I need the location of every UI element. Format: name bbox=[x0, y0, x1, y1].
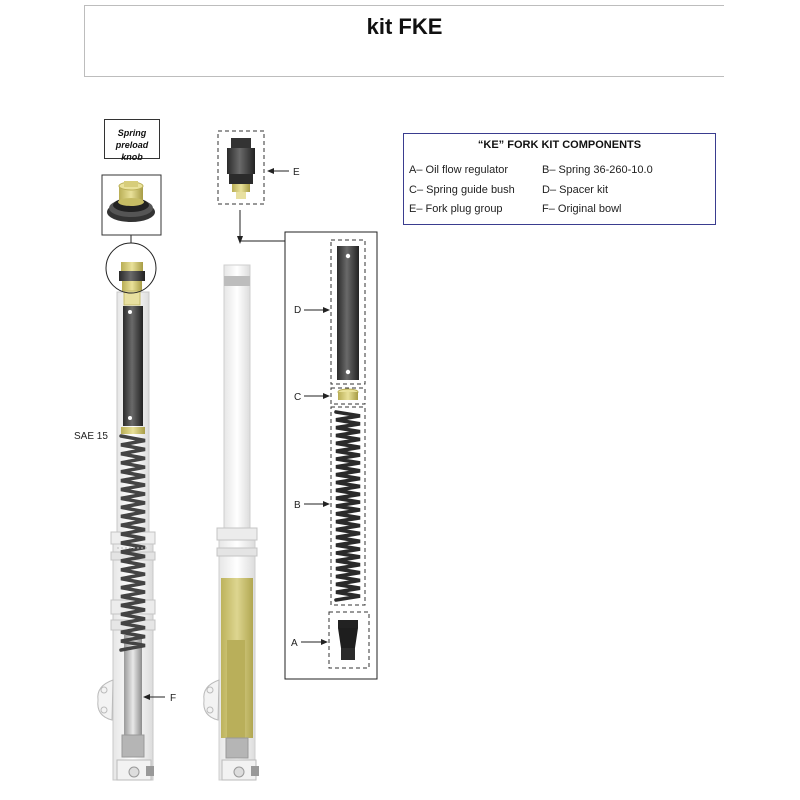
legend-item-e: E– Fork plug group bbox=[409, 203, 503, 215]
legend-item-f: F– Original bowl bbox=[542, 203, 622, 215]
label-d: D bbox=[294, 305, 302, 316]
legend-item-a: A– Oil flow regulator bbox=[409, 164, 509, 176]
preload-knob-label bbox=[104, 119, 160, 162]
legend-item-c: C– Spring guide bush bbox=[409, 184, 515, 196]
legend-item-d: D– Spacer kit bbox=[542, 184, 609, 196]
label-f: F bbox=[170, 693, 177, 704]
oil-flow-regulator bbox=[329, 612, 369, 668]
spacer-kit bbox=[331, 240, 365, 384]
label-a: A bbox=[291, 638, 298, 649]
fork-plug-group bbox=[218, 131, 264, 204]
label-c: C bbox=[294, 392, 302, 403]
assembled-fork bbox=[98, 262, 155, 780]
preload-label-line1: Spring bbox=[117, 128, 147, 138]
legend-item-b: B– Spring 36-260-10.0 bbox=[542, 164, 653, 176]
page-title: kit FKE bbox=[366, 14, 443, 39]
original-bowl bbox=[204, 265, 259, 780]
spring bbox=[331, 407, 365, 605]
preload-knob-photo bbox=[102, 175, 161, 235]
preload-label-line2: preload knob bbox=[115, 140, 149, 162]
label-b: B bbox=[294, 500, 301, 511]
oil-grade-label: SAE 15 bbox=[74, 431, 108, 442]
legend-title: “KE” FORK KIT COMPONENTS bbox=[477, 139, 642, 151]
spring-guide-bush bbox=[331, 388, 365, 404]
label-e: E bbox=[293, 167, 300, 178]
